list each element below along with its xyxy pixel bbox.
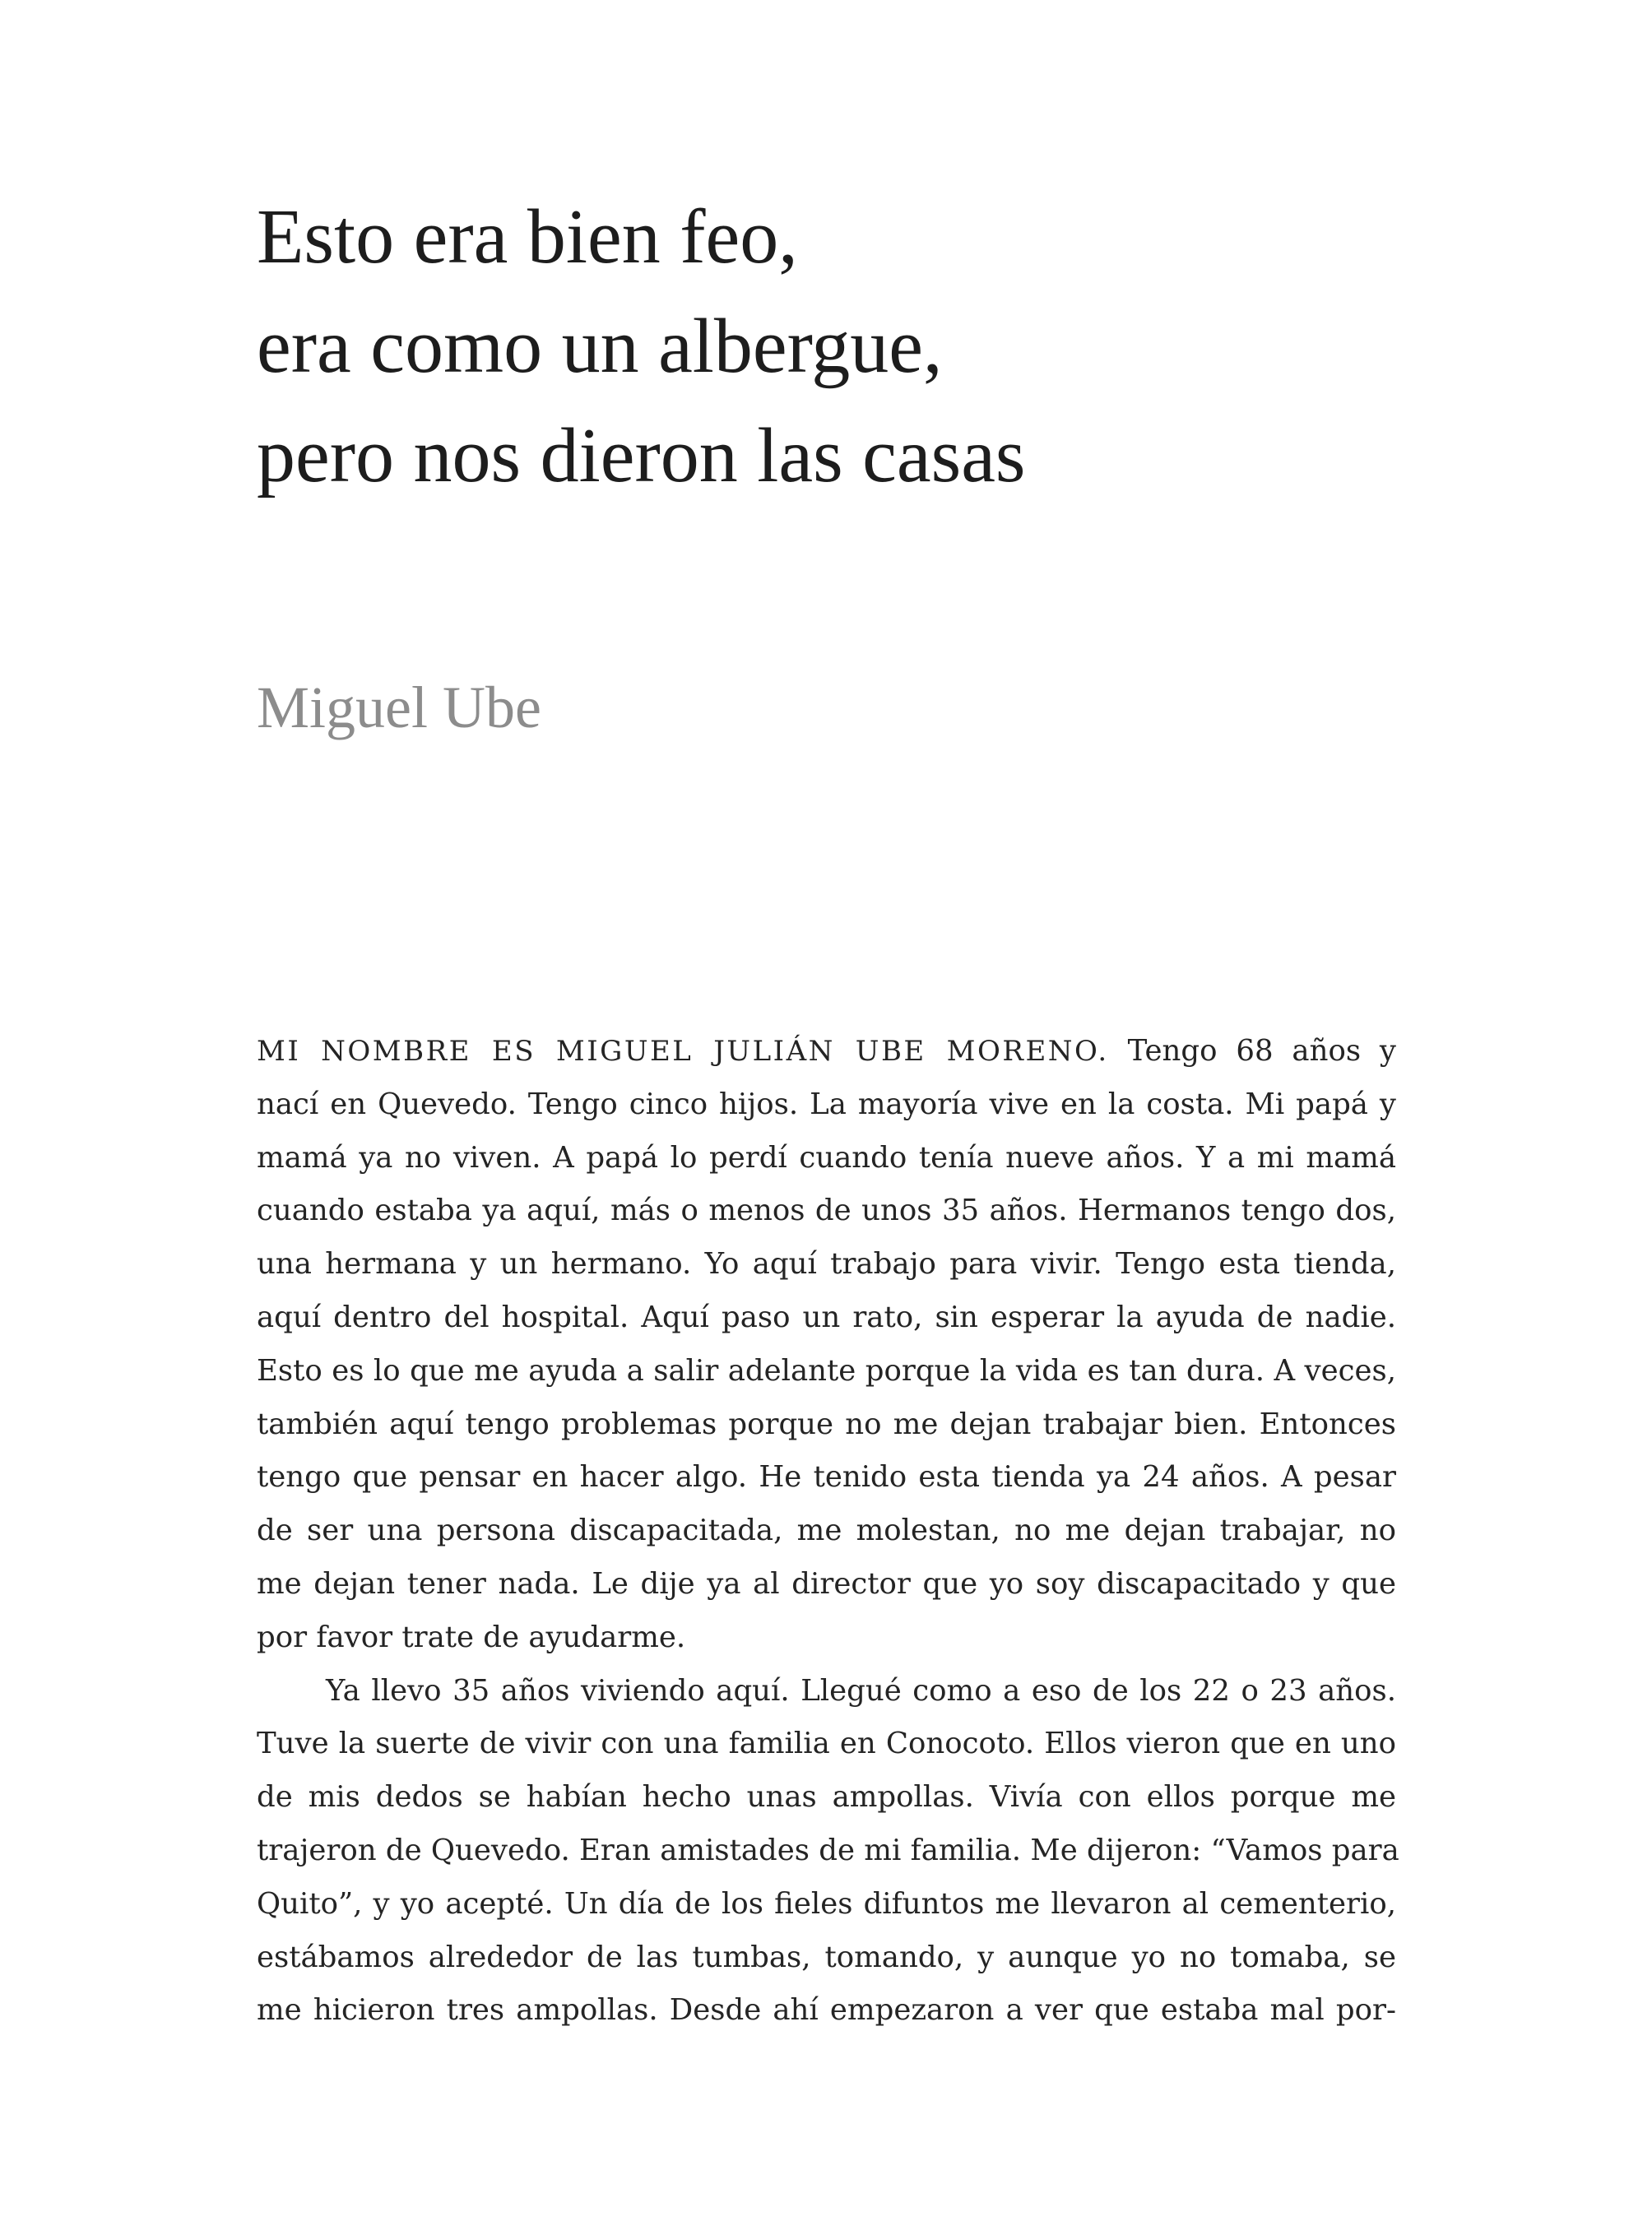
chapter-title-line-2: era como un albergue, [257, 304, 943, 389]
chapter-title-line-3: pero nos dieron las casas [257, 413, 1026, 498]
body-line-1 [257, 1025, 1396, 1078]
chapter-title-line-1: Esto era bien feo, [257, 194, 798, 280]
lead-in-smallcaps: MI NOMBRE ES MIGUEL JULIÁN UBE MORENO. [257, 1035, 1109, 1068]
body-line-19: me hicieron tres ampollas. Desde ahí empezaron a ver que estaba mal por- [257, 1993, 1396, 2028]
body-line-18: estábamos alrededor de las tumbas, tomando, y aunque yo no tomaba, se [257, 1940, 1396, 1974]
body-line-7: Esto es lo que me ayuda a salir adelante porque la vida es tan dura. A veces, [257, 1353, 1396, 1388]
body-line-17: Quito”, y yo acepté. Un día de los fieles difuntos me llevaron al cementerio, [257, 1886, 1396, 1921]
body-line-9: tengo que pensar en hacer algo. He tenido esta tienda ya 24 años. A pesar [257, 1460, 1396, 1495]
body-line-1-rest: Tengo 68 años y [1108, 1034, 1396, 1068]
chapter-title [257, 183, 1450, 511]
body-line-16: trajeron de Quevedo. Eran amistades de mi familia. Me dijeron: “Vamos para [257, 1833, 1399, 1867]
body-line-6: aquí dentro del hospital. Aquí paso un rato, sin esperar la ayuda de nadie. [257, 1300, 1396, 1334]
body-text [257, 1025, 1399, 2038]
body-line-10: de ser una persona discapacitada, me molestan, no me dejan trabajar, no [257, 1514, 1396, 1548]
body-line-12: por favor trate de ayudarme. [257, 1620, 686, 1654]
body-line-14: Tuve la suerte de vivir con una familia en Conocoto. Ellos vieron que en uno [257, 1727, 1396, 1761]
chapter-author: Miguel Ube [257, 675, 541, 740]
body-line-5: una hermana y un hermano. Yo aquí trabajo para vivir. Tengo esta tienda, [257, 1247, 1396, 1282]
body-line-11: me dejan tener nada. Le dije ya al director que yo soy discapacitado y que [257, 1566, 1396, 1601]
body-line-13: Ya llevo 35 años viviendo aquí. Llegué como a eso de los 22 o 23 años. [326, 1673, 1396, 1708]
body-line-15: de mis dedos se habían hecho unas ampollas. Vivía con ellos porque me [257, 1780, 1396, 1815]
body-line-8: también aquí tengo problemas porque no me dejan trabajar bien. Entonces [257, 1407, 1396, 1441]
body-line-3: mamá ya no viven. A papá lo perdí cuando tenía nueve años. Y a mi mamá [257, 1140, 1396, 1175]
body-line-2: nací en Quevedo. Tengo cinco hijos. La mayoría vive en la costa. Mi papá y [257, 1087, 1396, 1121]
body-line-4: cuando estaba ya aquí, más o menos de unos 35 años. Hermanos tengo dos, [257, 1194, 1396, 1228]
